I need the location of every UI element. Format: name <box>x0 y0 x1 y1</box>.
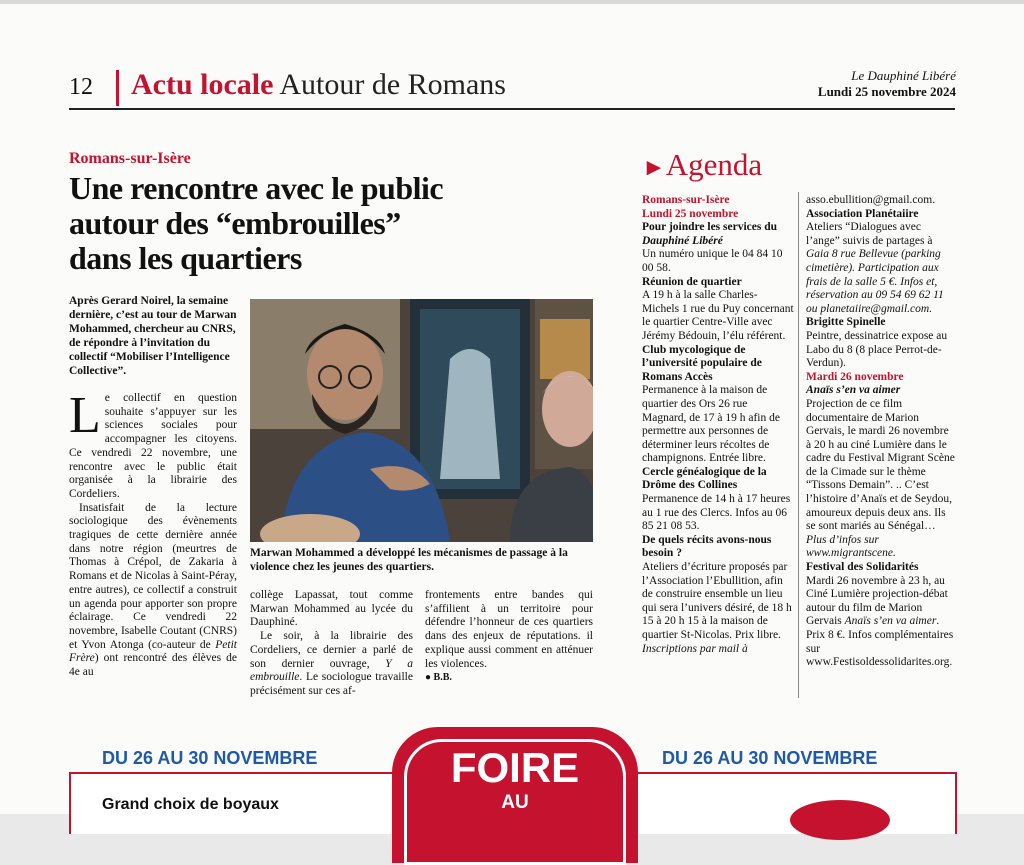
agenda-column-2 <box>806 194 956 670</box>
agenda-column-1 <box>642 194 794 656</box>
article-lead: Après Gerard Noirel, la semaine dernière, c’est au tour de Marwan Mohammed, chercheur au CNRS, de répondre à l’invitation du collectif “Mobiliser l’Intelligence Collective”. <box>69 295 237 377</box>
foire-subtitle: AU <box>501 792 529 813</box>
ad-red-shape <box>790 800 890 840</box>
item-text: . Prix 8 €. Infos complémentaires sur www.Festisoldessolidarites.org. <box>806 615 954 669</box>
item-text-italic: Anaïs s’en va aimer <box>844 615 937 628</box>
photo-illustration <box>250 299 593 542</box>
paragraph-text: ) ont rencontré des élèves de 4e au <box>69 652 237 679</box>
issue-date: Lundi 25 novembre 2024 <box>817 84 956 99</box>
agenda-item-title: Cercle généalogique de la Drôme des Collines <box>642 465 767 492</box>
agenda-item-title: Club mycologique de l’université populaire de Romans Accès <box>642 343 762 383</box>
ad-date-left: DU 26 AU 30 NOVEMBRE <box>102 748 318 768</box>
foire-title: FOIRE <box>450 744 580 791</box>
agenda-item-text <box>806 221 956 316</box>
header-rule <box>69 108 955 110</box>
item-text: Mardi 26 novembre à 23 h, au Ciné Lumière projection-débat autour du film de Marion Gervais <box>806 574 948 628</box>
headline-line: autour des “embrouilles” <box>69 205 401 241</box>
book-title: Y a embrouille <box>250 657 414 684</box>
headline-line: Une rencontre avec le public <box>69 170 444 206</box>
agenda-item-note: Inscriptions par mail à <box>642 642 748 655</box>
headline-line: dans les quartiers <box>69 240 302 276</box>
agenda-city: Romans-sur-Isère <box>642 194 730 206</box>
paragraph-text: Le soir, à la librairie des Cordeliers, ce dernier a parlé de son dernier ouvrage, <box>250 630 413 670</box>
page-number: 12 <box>69 74 93 100</box>
play-marker-icon: ► <box>642 155 666 181</box>
section-name: Actu locale <box>131 68 274 101</box>
agenda-item-title: Anaïs s’en va aimer <box>806 384 901 397</box>
agenda-item-text: Ateliers d’écriture proposés par l’Association l’Ebullition, afin de construire ensemble un lieu qui sera l’univers désiré, de 18 h 15 à 20 h 15 à la maison de quartier St-Nicolas. Prix libre. <box>642 561 792 641</box>
agenda-item-title: Réunion de quartier <box>642 275 742 288</box>
newspaper-name: Le Dauphiné Libéré <box>851 68 956 83</box>
article-column-3 <box>425 589 593 685</box>
photo-caption: Marwan Mohammed a développé les mécanismes de passage à la violence chez les jeunes des quartiers. <box>250 547 568 573</box>
agenda-item-text: Permanence à la maison de quartier des Ors 26 rue Magnard, de 17 à 19 h afin de permettre aux personnes de déterminer leurs récoltes de champignons. Entrée libre. <box>642 384 780 465</box>
agenda-day: Mardi 26 novembre <box>806 370 904 383</box>
agenda-item-title: Association Planétaiire <box>806 207 919 220</box>
agenda-item-title: De quels récits avons-nous besoin ? <box>642 533 772 560</box>
paragraph <box>250 630 413 699</box>
agenda-item-title: Festival des Solidarités <box>806 561 919 574</box>
agenda-item-text <box>806 398 956 561</box>
agenda-item-text: Permanence de 14 h à 17 heures au 1 rue des Clercs. Infos au 06 85 21 08 53. <box>642 493 791 533</box>
item-text: Ateliers “Dialogues avec l’ange” suivis de partages à <box>806 221 933 247</box>
header-divider <box>116 70 119 106</box>
masthead <box>818 68 956 100</box>
ad-text: Grand choix de boyaux <box>102 796 279 813</box>
section-subtitle: Autour de Romans <box>279 68 506 101</box>
agenda-item-text: Peintre, dessinatrice expose au Labo du 8 (8 place Perrot-de-Verdun). <box>806 329 948 370</box>
top-edge <box>0 0 1024 4</box>
paragraph: collège Lapassat, tout comme Marwan Mohammed au lycée du Dauphiné. <box>250 589 413 629</box>
paragraph-text: Insatisfait de la lecture sociologique des évènements tragiques de cette dernière année dans notre région (meurtres de Thomas à Crépol, de Zakaria à Romans et de Nicolas à Saint-Péray, entre autres), ce collectif a construit un agenda pour apporter son propre éclairage. Ce vendredi 22 novembre, Isabelle Coutant (CNRS) et Yvon Atonga (co-auteur de <box>69 501 237 651</box>
article-headline <box>69 171 509 276</box>
article-photo <box>250 299 593 542</box>
agenda-item-title: Brigitte Spinelle <box>806 316 886 329</box>
article-column-1 <box>69 387 237 680</box>
item-title-italic: Dauphiné Libéré <box>642 234 723 247</box>
agenda-day: Lundi 25 novembre <box>642 207 739 220</box>
author-signature: ● B.B. <box>425 672 452 684</box>
agenda-column-divider <box>798 192 799 698</box>
article-kicker: Romans-sur-Isère <box>69 150 191 167</box>
agenda-item-text: Un numéro unique le 04 84 10 00 58. <box>642 248 783 274</box>
agenda-heading <box>642 147 762 183</box>
item-text: Projection de ce film documentaire de Marion Gervais, le mardi 26 novembre à 20 h au ciné Lumière dans le cadre du Festival Migrant Scène de la Cimade sur le thème “Tissons Demain”. .. C’est l’histoire d’Anaïs et de Seydou, amoureux depuis deux ans. Ils se sont mariés au Sénégal… <box>806 397 955 533</box>
book-title: Petit Frère <box>69 638 237 665</box>
agenda-item-text: A 19 h à la salle Charles-Michels 1 rue du Puy concernant le quartier Centre-Ville avec Jérémy Bédouin, l’élu référent. <box>642 289 794 342</box>
agenda-email: asso.ebullition@gmail.com. <box>806 194 936 206</box>
paragraph-text: . Le sociologue travaille précisément sur ces af- <box>250 671 413 697</box>
article-column-2 <box>250 589 413 699</box>
paragraph <box>69 502 237 680</box>
agenda-title: Agenda <box>665 147 763 182</box>
paragraph: e collectif en question souhaite s’appuyer sur les sciences sociales pour accompagner les citoyens. Ce vendredi 22 novembre, une rencontre avec le public était organisée à la librairie des Cordeliers. <box>69 392 237 500</box>
item-text-italic: Gaia 8 rue Bellevue (parking cimetière). Participation aux frais de la salle 5 €. Infos et, réservation au 09 54 69 62 11 ou planetaiire@gmail.com. <box>806 248 944 315</box>
ad-date-right: DU 26 AU 30 NOVEMBRE <box>662 748 878 768</box>
section-title <box>131 68 506 102</box>
item-text-italic: Plus d’infos sur www.migrantscene. <box>806 533 896 560</box>
agenda-item-title <box>642 221 794 248</box>
agenda-item-text <box>806 575 956 670</box>
paragraph: frontements entre bandes qui s’affilient à un territoire pour défendre l’honneur de ces quartiers dans des enjeux de réputations. il explique aussi comment en atténuer les violences. <box>425 589 593 670</box>
drop-cap: L <box>69 387 101 444</box>
item-title-text: Pour joindre les services du <box>642 221 778 234</box>
